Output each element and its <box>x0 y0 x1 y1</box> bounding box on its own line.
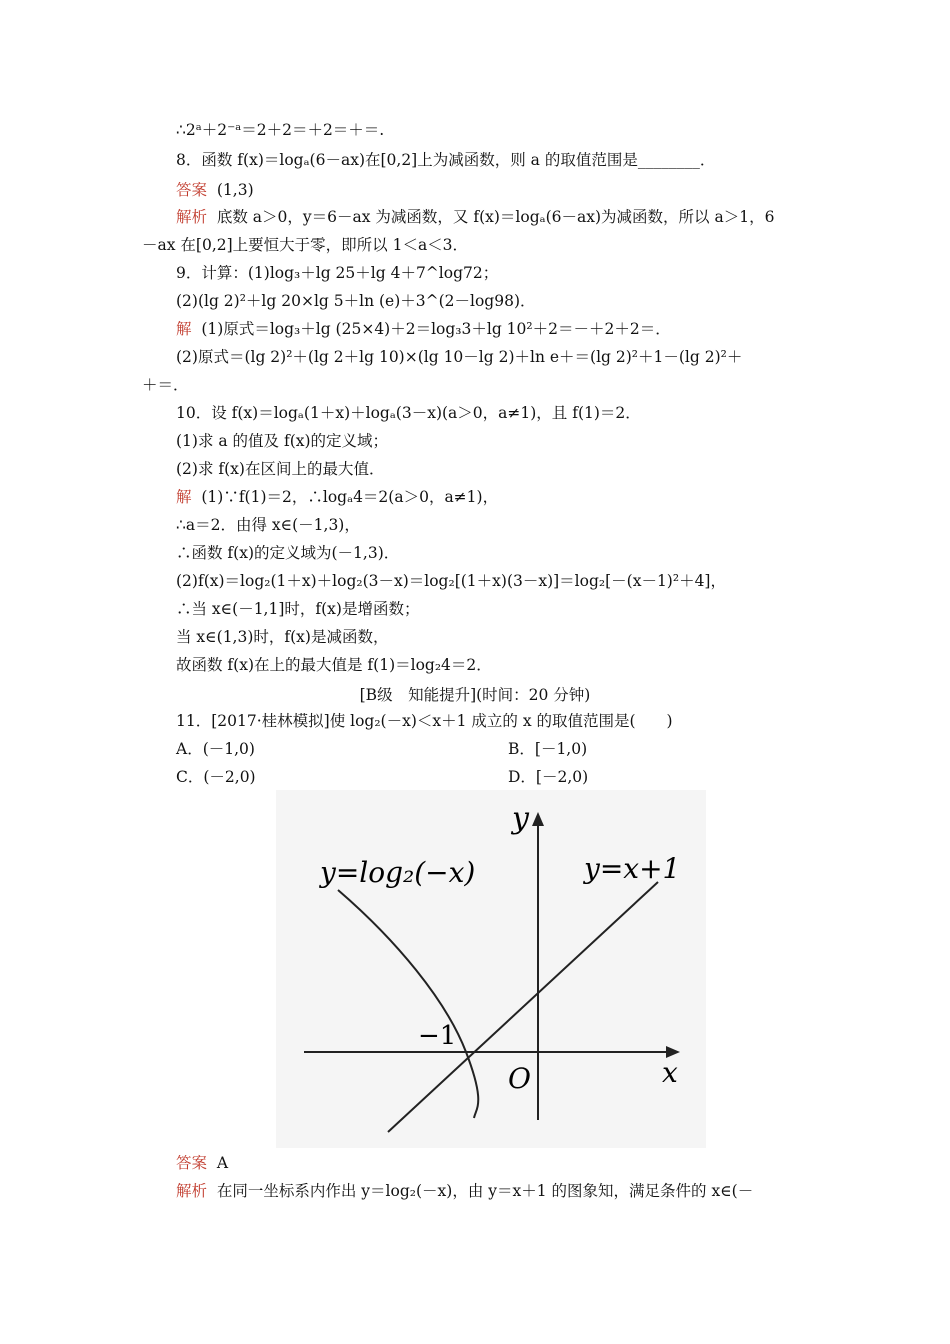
analysis-label: 解析 <box>176 1182 208 1200</box>
origin-label: O <box>508 1062 531 1095</box>
option-d: D．[－2,0) <box>508 768 589 786</box>
question-9: 9．计算：(1)log₃＋lg 25＋lg 4＋7^log72； <box>176 264 499 282</box>
solution-label: 解 <box>176 320 192 338</box>
answer-text: (1,3) <box>207 181 254 199</box>
solution-text: (1)原式＝log₃＋lg (25×4)＋2＝log₃3＋lg 10²＋2＝－＋2＋2＝． <box>191 320 671 338</box>
text-line: (2)f(x)＝log₂(1＋x)＋log₂(3－x)＝log₂[(1＋x)(3－x)]＝log₂[－(x－1)²＋4]， <box>176 572 726 590</box>
answer-label: 答案 <box>176 181 208 199</box>
analysis-line <box>176 207 774 227</box>
text-line: ∴当 x∈(－1,1]时，f(x)是增函数； <box>176 600 420 618</box>
curve-label: y=log₂(−x) <box>320 856 476 889</box>
line-label: y=x+1 <box>584 852 681 885</box>
text-line: ∴a＝2．由得 x∈(－1,3)， <box>176 516 360 534</box>
x-axis-label: x <box>662 1056 678 1089</box>
answer-line <box>176 180 254 200</box>
question-10: 10．设 f(x)＝logₐ(1＋x)＋logₐ(3－x)(a＞0，a≠1)，且 f(1)＝2． <box>176 404 641 422</box>
analysis-text: 在同一坐标系内作出 y＝log₂(－x)，由 y＝x＋1 的图象知，满足条件的 x∈(－ <box>207 1182 754 1200</box>
text-line: (2)原式＝(lg 2)²＋(lg 2＋lg 10)×(lg 10－lg 2)＋ln e＋＝(lg 2)²＋1－(lg 2)²＋ <box>176 348 743 366</box>
text-line: ∴函数 f(x)的定义域为(－1,3)． <box>176 544 400 562</box>
text-line: (2)求 f(x)在区间上的最大值． <box>176 460 385 478</box>
graph-svg <box>276 790 706 1148</box>
analysis-line <box>176 1181 753 1201</box>
y-axis-label: y <box>512 801 529 836</box>
figure-background <box>276 790 706 1148</box>
text-line: 当 x∈(1,3)时，f(x)是减函数， <box>176 628 389 646</box>
option-a: A．(－1,0) <box>176 740 255 758</box>
solution-line <box>176 319 671 339</box>
text-line: ＋＝． <box>142 376 189 394</box>
section-heading: [B级 知能提升](时间：20 分钟) <box>359 686 591 704</box>
question-8: 8．函数 f(x)＝logₐ(6－ax)在[0,2]上为减函数，则 a 的取值范围是________． <box>176 151 716 169</box>
text-line: 故函数 f(x)在上的最大值是 f(1)＝log₂4＝2． <box>176 656 492 674</box>
analysis-label: 解析 <box>176 208 208 226</box>
answer-text: A <box>207 1154 229 1172</box>
point-label: −1 <box>418 1021 457 1051</box>
answer-label: 答案 <box>176 1154 208 1172</box>
analysis-text: 底数 a＞0，y＝6－ax 为减函数，又 f(x)＝logₐ(6－ax)为减函数，所以 a＞1，6 <box>207 208 775 226</box>
answer-line <box>176 1153 228 1173</box>
option-b: B．[－1,0) <box>508 740 588 758</box>
text-line: (1)求 a 的值及 f(x)的定义域； <box>176 432 389 450</box>
text-line: ∴2ᵃ＋2⁻ᵃ＝2＋2＝＋2＝＋＝. <box>176 121 385 139</box>
question-11: 11．[2017·桂林模拟]使 log₂(－x)＜x＋1 成立的 x 的取值范围是( ) <box>176 712 673 730</box>
option-c: C．(－2,0) <box>176 768 256 786</box>
solution-line <box>176 487 498 507</box>
graph-figure <box>276 790 706 1148</box>
text-line: －ax 在[0,2]上要恒大于零，即所以 1＜a＜3． <box>142 236 469 254</box>
text-line: (2)(lg 2)²＋lg 20×lg 5＋ln (e)＋3^(2－log98)． <box>176 292 536 310</box>
solution-label: 解 <box>176 488 192 506</box>
solution-text: (1)∵f(1)＝2，∴logₐ4＝2(a＞0，a≠1)， <box>191 488 499 506</box>
